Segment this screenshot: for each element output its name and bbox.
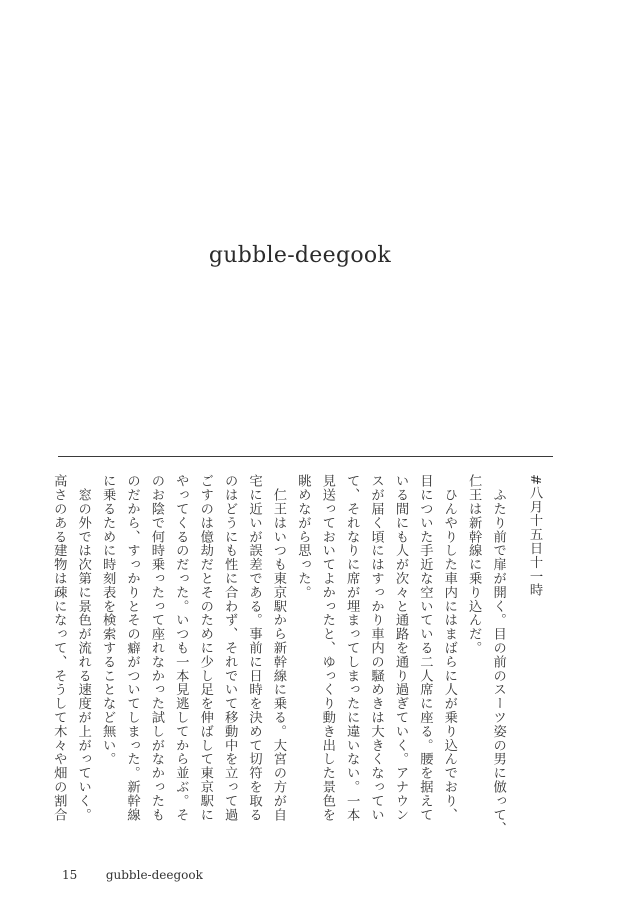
chapter-title: gubble-deegook	[208, 243, 392, 268]
text-column: 目についた手近な空いている二人席に座る。腰を据えて	[417, 474, 433, 822]
page-number: 15	[62, 868, 78, 882]
text-column: のお陰で何時乗ったって座れなかった試しがなかったも	[148, 474, 164, 822]
text-column: ひんやりした車内にはまばらに人が乗り込んでおり、	[441, 474, 457, 822]
page-footer	[62, 868, 203, 882]
text-column: 窓の外では次第に景色が流れる速度が上がっていく。	[75, 474, 91, 822]
running-title: gubble-deegook	[105, 868, 203, 882]
text-column: のはどうにも性に合わず、それでいて移動中を立って過	[222, 474, 238, 822]
text-column: ふたり前で扉が開く。目の前のスーツ姿の男に倣って、	[490, 474, 506, 836]
text-column: 見送っておいてよかったと、ゆっくり動き出した景色を	[319, 474, 335, 822]
text-column: 仁王は新幹線に乗り込んだ。	[466, 474, 482, 655]
text-column: ごすのは億劫だとそのために少し足を伸ばして東京駅に	[197, 474, 213, 822]
section-heading: #八月十五日十一時	[527, 474, 542, 597]
text-column: 仁王はいつも東京駅から新幹線に乗る。大宮の方が自	[270, 474, 286, 822]
divider-rule	[58, 456, 553, 457]
text-column: やってくるのだった。いつも一本見逃してから並ぶ。そ	[173, 474, 189, 822]
text-column: に乗るために時刻表を検索することなど無い。	[100, 474, 116, 766]
text-column: 眺めながら思った。	[295, 474, 311, 600]
text-column: いる間にも人が次々と通路を通り過ぎていく。アナウン	[392, 474, 408, 822]
text-column: スが届く頃にはすっかり車内の騒めきは大きくなってい	[368, 474, 384, 822]
text-column: 高さのある建物は疎になって、そうして木々や畑の割合	[51, 474, 67, 822]
text-column: て、それなりに席が埋まってしまったに違いない。一本	[344, 474, 360, 822]
text-column: 宅に近いが誤差である。事前に日時を決めて切符を取る	[246, 474, 262, 822]
vertical-body-text	[46, 474, 546, 844]
text-column: のだから、すっかりとその癖がついてしまった。新幹線	[124, 474, 140, 822]
